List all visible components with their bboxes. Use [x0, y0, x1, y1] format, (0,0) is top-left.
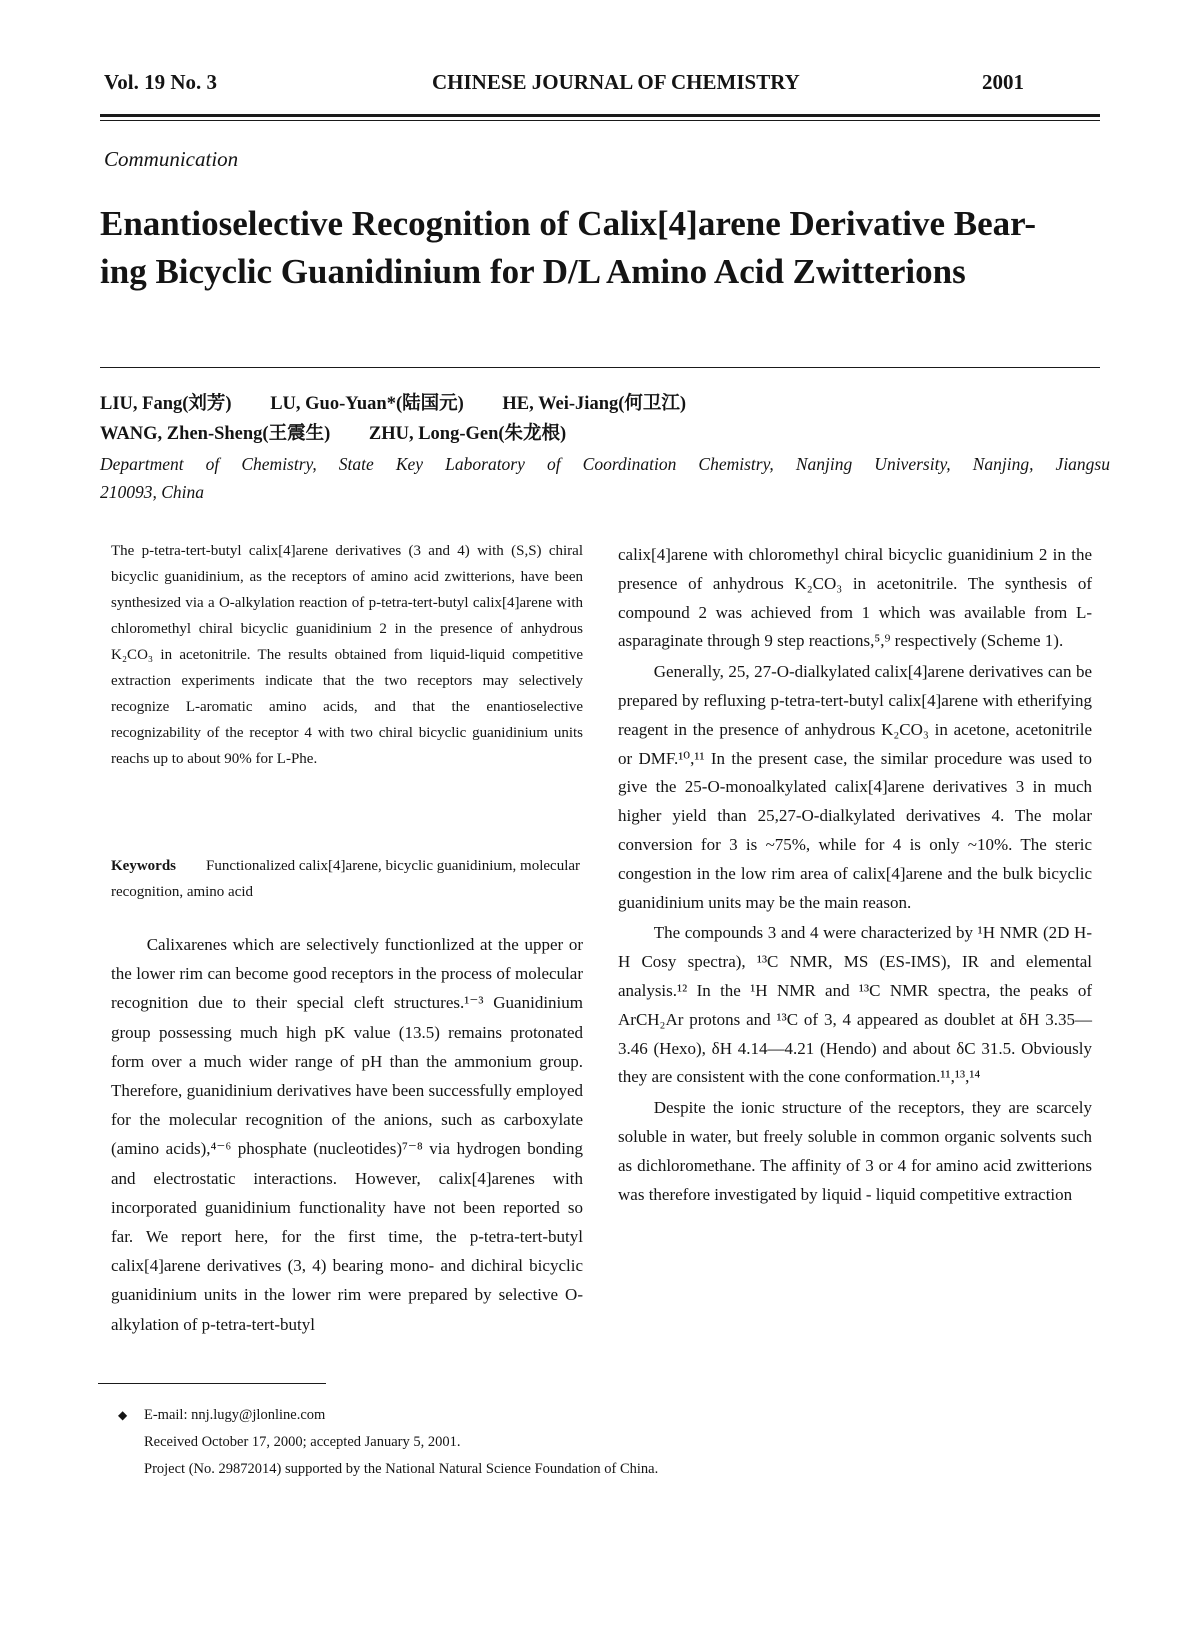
affiliation-line: Department of Chemistry, State Key Laboratory of Coordination Chemistry, Nanjing University, Nanjing, Jiangsu	[100, 454, 1110, 474]
body-paragraph: Calixarenes which are selectively functionlized at the upper or the lower rim can become good receptors in the process of molecular recognition due to their special cleft structures.¹⁻³ Guanidinium group possessing much high pK value (13.5) remains protonated form over a much wider range of pH than the ammonium group. Therefore, guanidinium derivatives have been successfully employed for the molecular recognition of the anions, such as carboxylate (amino acids),⁴⁻⁶ phosphate (nucleotides)⁷⁻⁸ via hydrogen bonding and electrostatic interactions. However, calix[4]arenes with incorporated guanidinium functionality have not been reported so far. We report here, for the first time, the p-tetra-tert-butyl calix[4]arene derivatives (3, 4) bearing mono- and dichiral bicyclic guanidinium units in the lower rim were prepared by selective O-alkylation of p-tetra-tert-butyl	[111, 935, 583, 1334]
keywords-label: Keywords	[111, 858, 176, 874]
title-rule	[100, 367, 1100, 368]
author-row	[100, 419, 720, 449]
body-column-right	[618, 541, 1092, 1209]
keywords	[111, 853, 583, 905]
keywords-text: Functionalized calix[4]arene, bicyclic guanidinium, molecular recognition, amino acid	[111, 858, 581, 900]
section-label: Communication	[104, 147, 239, 171]
author-list	[100, 389, 720, 449]
abstract: The p-tetra-tert-butyl calix[4]arene derivatives (3 and 4) with (S,S) chiral bicyclic guanidinium, as the receptors of amino acid zwitterions, have been synthesized via a O-alkylation reaction of p-tetra-tert-butyl calix[4]arene with chloromethyl chiral bicyclic guanidinium 2 in the presence of anhydrous K₂CO₃ in acetonitrile. The results obtained from liquid-liquid competitive extraction experiments indicate that the two receptors may selectively recognize L-aromatic amino acids, and that the enantioselective recognizability of the receptor 4 with two chiral bicyclic guanidinium units reachs up to about 90% for L-Phe.	[111, 543, 583, 767]
footnote-email: E-mail: nnj.lugy@jlonline.com	[144, 1407, 326, 1423]
author: ZHU, Long-Gen(朱龙根)	[368, 424, 567, 444]
header-rule-thin	[100, 120, 1100, 121]
asterisk-icon: ◆	[118, 1408, 128, 1422]
title-line-1: Enantioselective Recognition of Calix[4]arene Derivative Bear-	[100, 204, 1037, 243]
volume-issue: Vol. 19 No. 3	[104, 70, 217, 94]
body-paragraph: Generally, 25, 27-O-dialkylated calix[4]arene derivatives can be prepared by refluxing p-tetra-tert-butyl calix[4]arene with etherifying reagent in the presence of anhydrous K₂CO₃ in acetone, acetonitrile or DMF.¹⁰,¹¹ In the present case, the similar procedure was used to give the 25-O-monoalkylated calix[4]arene derivatives 3 in much higher yield than 25,27-O-dialkylated derivatives 4. The molar conversion for 3 is ~75%, while for 4 is only ~10%. The steric congestion in the low rim area of calix[4]arene and the bulk bicyclic guanidinium units may be the main reason.	[618, 662, 1092, 912]
affiliation	[100, 450, 1110, 506]
author: LIU, Fang(刘芳)	[100, 394, 232, 414]
page-year: 2001	[982, 70, 1024, 94]
article-title	[100, 200, 1110, 296]
body-paragraph: Despite the ionic structure of the receptors, they are scarcely soluble in water, but freely soluble in common organic solvents such as dichloromethane. The affinity of 3 or 4 for amino acid zwitterions was therefore investigated by liquid - liquid competitive extraction	[618, 1098, 1092, 1204]
author: HE, Wei-Jiang(何卫江)	[502, 394, 687, 414]
footnote-project: Project (No. 29872014) supported by the National Natural Science Foundation of China.	[144, 1461, 659, 1477]
header-rule	[100, 114, 1100, 117]
title-line-2: ing Bicyclic Guanidinium for D/L Amino Acid Zwitterions	[100, 252, 966, 291]
author: WANG, Zhen-Sheng(王震生)	[100, 424, 331, 444]
journal-name: CHINESE JOURNAL OF CHEMISTRY	[432, 70, 800, 94]
body-paragraph: The compounds 3 and 4 were characterized by ¹H NMR (2D H-H Cosy spectra), ¹³C NMR, MS (ES-IMS), IR and elemental analysis.¹² In the ¹H NMR and ¹³C NMR spectra, the peaks of ArCH₂Ar protons and ¹³C of 3, 4 appeared as doublet at δH 3.35—3.46 (Hexo), δH 4.14—4.21 (Hendo) and about δC 31.5. Obviously they are consistent with the cone conformation.¹¹,¹³,¹⁴	[618, 923, 1092, 1087]
body-column-left	[111, 930, 583, 1339]
author-row	[100, 389, 720, 419]
author: LU, Guo-Yuan*(陆国元)	[270, 394, 464, 414]
footnote-received: Received October 17, 2000; accepted January 5, 2001.	[144, 1434, 461, 1450]
affiliation-line: 210093, China	[100, 482, 205, 502]
body-paragraph: calix[4]arene with chloromethyl chiral bicyclic guanidinium 2 in the presence of anhydrous K₂CO₃ in acetonitrile. The synthesis of compound 2 was achieved from 1 which was available from L-asparaginate through 9 step reactions,⁵,⁹ respectively (Scheme 1).	[618, 545, 1092, 651]
footnote-rule	[98, 1383, 326, 1384]
footnotes	[118, 1402, 659, 1483]
